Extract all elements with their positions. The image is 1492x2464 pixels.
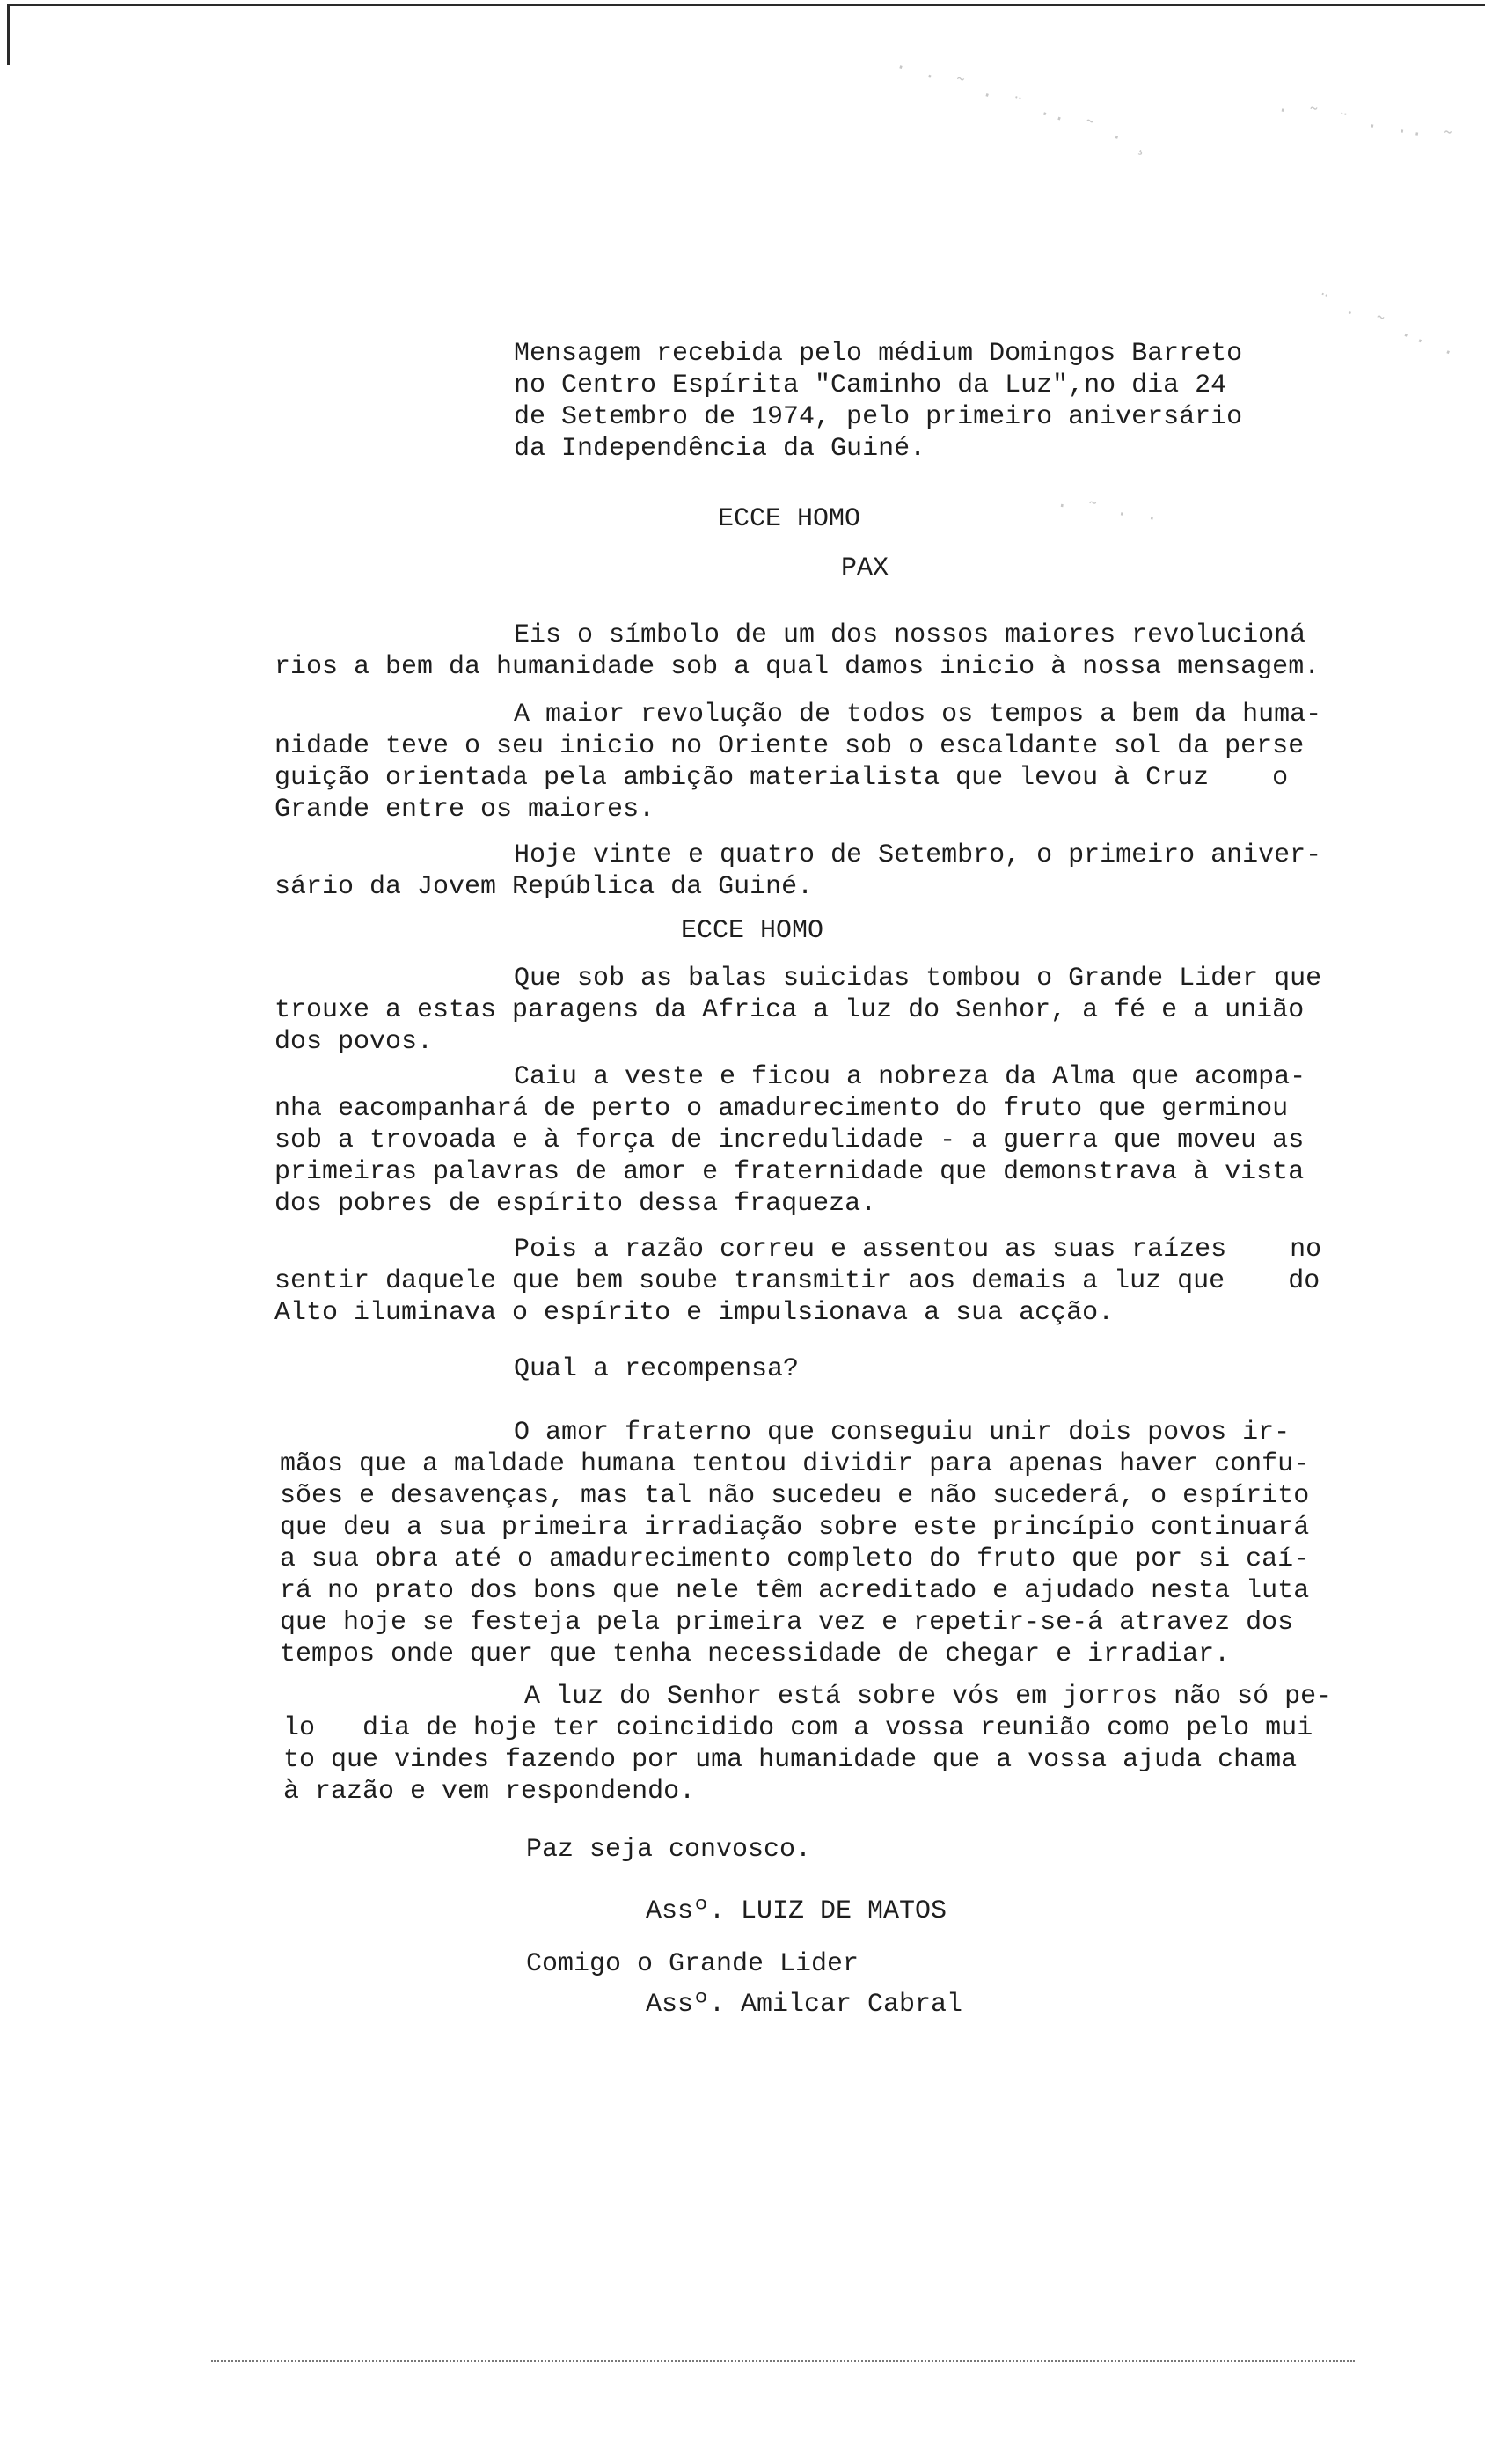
text-line: a sua obra até o amadurecimento completo do fruto que por si caí- (280, 1544, 1310, 1574)
text-line: Caiu a veste e ficou a nobreza da Alma que acompa- (514, 1062, 1306, 1092)
text-line: Paz seja convosco. (526, 1835, 812, 1865)
text-line: sões e desavenças, mas tal não sucedeu e não sucederá, o espírito (280, 1481, 1310, 1511)
title-ecce-homo-2: ECCE HOMO (681, 916, 824, 946)
text-line: mãos que a maldade humana tentou dividir para apenas haver confu- (280, 1449, 1310, 1479)
text-line: A maior revolução de todos os tempos a bem da huma- (514, 700, 1322, 730)
title-ecce-homo: ECCE HOMO (718, 504, 861, 534)
faded-stamp-mark: · ˜ · · (1054, 494, 1163, 532)
header-line: de Setembro de 1974, pelo primeiro aniversário (514, 402, 1243, 432)
text-line: sário da Jovem República da Guiné. (274, 872, 814, 902)
text-line: nha eacompanhará de perto o amadurecimento do fruto que germinou (274, 1094, 1289, 1124)
signature-amilcar-cabral: Assº. Amilcar Cabral (646, 1990, 963, 2020)
text-line: lo dia de hoje ter coincidido com a vossa reunião como pelo mui (283, 1713, 1313, 1743)
text-line: à razão e vem respondendo. (283, 1777, 696, 1807)
text-line: que hoje se festeja pela primeira vez e repetir-se-á atravez dos (280, 1608, 1294, 1638)
title-pax: PAX (841, 554, 889, 583)
signature-luiz-de-matos: Assº. LUIZ DE MATOS (646, 1896, 947, 1926)
text-line: Hoje vinte e quatro de Setembro, o primeiro aniver- (514, 840, 1322, 870)
faded-stamp-mark: · ˜ ¨ · ·· ˜ (1275, 99, 1459, 152)
text-line: rios a bem da humanidade sob a qual damos inicio à nossa mensagem. (274, 652, 1320, 682)
page-border-top (7, 4, 1485, 6)
text-line: sob a trovoada e à força de incredulidade - a guerra que moveu as (274, 1126, 1305, 1155)
text-line: dos povos. (274, 1027, 434, 1057)
page-border-left (7, 4, 10, 65)
text-line: trouxe a estas paragens da Africa a luz do Senhor, a fé e a união (274, 995, 1305, 1025)
signature-comigo: Comigo o Grande Lider (526, 1949, 859, 1979)
text-line: Pois a razão correu e assentou as suas raízes no (514, 1235, 1322, 1265)
text-line: que deu a sua primeira irradiação sobre este princípio continuará (280, 1513, 1310, 1543)
text-line: primeiras palavras de amor e fraternidade que demonstrava à vista (274, 1157, 1305, 1187)
text-line: guição orientada pela ambição materialista que levou à Cruz o (274, 763, 1289, 793)
text-line: dos pobres de espírito dessa fraqueza. (274, 1189, 877, 1219)
text-line: Qual a recompensa? (514, 1354, 800, 1384)
text-line: to que vindes fazendo por uma humanidade que a vossa ajuda chama (283, 1745, 1298, 1775)
text-line: Grande entre os maiores. (274, 795, 655, 825)
text-line: Que sob as balas suicidas tombou o Grande Lider que (514, 964, 1322, 994)
header-line: no Centro Espírita "Caminho da Luz",no dia 24 (514, 370, 1227, 400)
text-line: O amor fraterno que conseguiu unir dois povos ir- (514, 1418, 1291, 1448)
header-line: da Independência da Guiné. (514, 434, 926, 464)
faded-stamp-mark: · · ˜ · ¨ ·· ˜ · ¸ (891, 55, 1158, 161)
text-line: A luz do Senhor está sobre vós em jorros não só pe- (524, 1682, 1333, 1712)
bottom-dotted-line (211, 2360, 1355, 2362)
text-line: Eis o símbolo de um dos nossos maiores revolucioná (514, 620, 1306, 650)
text-line: sentir daquele que bem soube transmitir aos demais a luz que do (274, 1266, 1320, 1296)
faded-stamp-mark: ¨ · ˜ ·· · (1312, 289, 1461, 367)
header-line: Mensagem recebida pelo médium Domingos Barreto (514, 339, 1243, 369)
text-line: rá no prato dos bons que nele têm acreditado e ajudado nesta luta (280, 1576, 1310, 1606)
text-line: Alto iluminava o espírito e impulsionava a sua acção. (274, 1298, 1115, 1328)
text-line: nidade teve o seu inicio no Oriente sob o escaldante sol da perse (274, 731, 1305, 761)
text-line: tempos onde quer que tenha necessidade de chegar e irradiar. (280, 1639, 1231, 1669)
